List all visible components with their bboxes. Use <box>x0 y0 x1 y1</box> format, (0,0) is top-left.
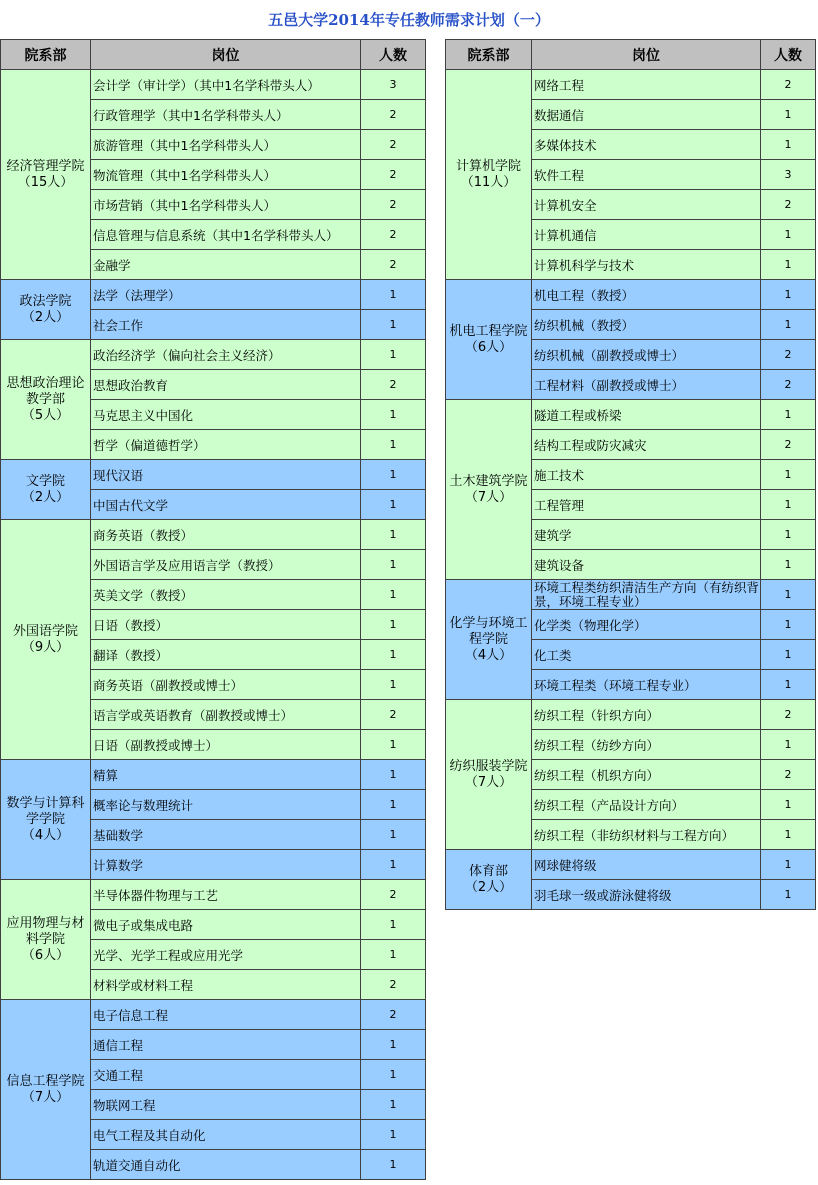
count-cell: 1 <box>361 310 426 340</box>
position-cell: 市场营销（其中1名学科带头人） <box>91 190 361 220</box>
dept-total: （7人） <box>464 489 513 505</box>
position-cell: 电气工程及其自动化 <box>91 1120 361 1150</box>
dept-cell <box>446 700 532 850</box>
position-cell: 旅游管理（其中1名学科带头人） <box>91 130 361 160</box>
position-cell: 纺织机械（教授） <box>532 310 761 340</box>
count-cell: 2 <box>761 370 816 400</box>
position-cell: 英美文学（教授） <box>91 580 361 610</box>
position-cell: 微电子或集成电路 <box>91 910 361 940</box>
position-cell: 马克思主义中国化 <box>91 400 361 430</box>
dept-total: （2人） <box>21 309 70 325</box>
dept-name: 文学院 <box>25 473 65 489</box>
dept-name: 机电工程学院 <box>449 323 528 339</box>
position-cell: 建筑学 <box>532 520 761 550</box>
header-row <box>446 40 816 70</box>
count-cell: 2 <box>761 190 816 220</box>
count-cell: 1 <box>761 880 816 910</box>
count-cell: 1 <box>361 760 426 790</box>
table-row <box>446 280 816 310</box>
position-cell: 物流管理（其中1名学科带头人） <box>91 160 361 190</box>
position-cell: 隧道工程或桥梁 <box>532 400 761 430</box>
header-dept: 院系部 <box>1 40 91 70</box>
position-cell: 环境工程类（环境工程专业） <box>532 670 761 700</box>
position-cell: 中国古代文学 <box>91 490 361 520</box>
count-cell: 2 <box>761 430 816 460</box>
dept-name: 数学与计算科学学院 <box>6 795 85 827</box>
dept-cell <box>1 760 91 880</box>
dept-total: （2人） <box>464 879 513 895</box>
count-cell: 2 <box>361 250 426 280</box>
header-position: 岗位 <box>91 40 361 70</box>
position-cell: 电子信息工程 <box>91 1000 361 1030</box>
table-row <box>1 520 426 550</box>
dept-total: （4人） <box>21 827 70 843</box>
position-cell: 政治经济学（偏向社会主义经济） <box>91 340 361 370</box>
dept-total: （5人） <box>21 407 70 423</box>
dept-name: 经济管理学院 <box>6 158 85 174</box>
count-cell: 1 <box>361 520 426 550</box>
position-cell: 计算机安全 <box>532 190 761 220</box>
dept-name: 体育部 <box>468 863 508 879</box>
position-cell: 纺织工程（非纺织材料与工程方向） <box>532 820 761 850</box>
dept-cell <box>1 280 91 340</box>
dept-total: （4人） <box>464 647 513 663</box>
count-cell: 1 <box>361 820 426 850</box>
count-cell: 1 <box>361 910 426 940</box>
position-cell: 结构工程或防灾减灾 <box>532 430 761 460</box>
position-cell: 哲学（偏道德哲学） <box>91 430 361 460</box>
position-cell: 日语（教授） <box>91 610 361 640</box>
count-cell: 1 <box>361 580 426 610</box>
position-cell: 行政管理学（其中1名学科带头人） <box>91 100 361 130</box>
position-cell: 工程材料（副教授或博士） <box>532 370 761 400</box>
table-row <box>1 1000 426 1030</box>
dept-cell <box>446 850 532 910</box>
dept-total: （6人） <box>21 947 70 963</box>
table-row <box>1 880 426 910</box>
table-row <box>446 700 816 730</box>
position-cell: 多媒体技术 <box>532 130 761 160</box>
staffing-table-right <box>445 39 816 910</box>
dept-name: 思想政治理论教学部 <box>6 375 85 407</box>
count-cell: 1 <box>761 670 816 700</box>
count-cell: 2 <box>361 100 426 130</box>
dept-cell <box>446 70 532 280</box>
table-row <box>446 580 816 610</box>
position-cell: 概率论与数理统计 <box>91 790 361 820</box>
count-cell: 1 <box>761 820 816 850</box>
count-cell: 1 <box>361 340 426 370</box>
dept-cell <box>1 1000 91 1180</box>
position-cell: 工程管理 <box>532 490 761 520</box>
count-cell: 1 <box>761 730 816 760</box>
header-count: 人数 <box>761 40 816 70</box>
dept-name: 信息工程学院 <box>6 1073 85 1089</box>
count-cell: 1 <box>361 940 426 970</box>
position-cell: 光学、光学工程或应用光学 <box>91 940 361 970</box>
count-cell: 3 <box>361 70 426 100</box>
table-row <box>1 280 426 310</box>
position-cell: 现代汉语 <box>91 460 361 490</box>
position-cell: 翻译（教授） <box>91 640 361 670</box>
position-cell: 日语（副教授或博士） <box>91 730 361 760</box>
count-cell: 2 <box>361 190 426 220</box>
count-cell: 1 <box>761 490 816 520</box>
dept-name: 外国语学院 <box>12 623 78 639</box>
count-cell: 1 <box>761 790 816 820</box>
position-cell: 金融学 <box>91 250 361 280</box>
table-row <box>1 340 426 370</box>
position-cell: 建筑设备 <box>532 550 761 580</box>
position-cell: 软件工程 <box>532 160 761 190</box>
count-cell: 1 <box>761 520 816 550</box>
table-row <box>1 760 426 790</box>
position-cell: 会计学（审计学）（其中1名学科带头人） <box>91 70 361 100</box>
count-cell: 2 <box>361 970 426 1000</box>
position-cell: 环境工程类纺织清洁生产方向（有纺织背景，环境工程专业） <box>532 580 761 610</box>
count-cell: 1 <box>761 280 816 310</box>
position-cell: 轨道交通自动化 <box>91 1150 361 1180</box>
count-cell: 1 <box>361 610 426 640</box>
dept-cell <box>1 340 91 460</box>
position-cell: 纺织工程（产品设计方向） <box>532 790 761 820</box>
dept-name: 应用物理与材料学院 <box>6 915 85 947</box>
count-cell: 2 <box>361 220 426 250</box>
dept-cell <box>1 70 91 280</box>
position-cell: 纺织机械（副教授或博士） <box>532 340 761 370</box>
count-cell: 1 <box>361 730 426 760</box>
position-cell: 基础数学 <box>91 820 361 850</box>
position-cell: 交通工程 <box>91 1060 361 1090</box>
count-cell: 1 <box>361 400 426 430</box>
count-cell: 2 <box>361 160 426 190</box>
count-cell: 1 <box>361 430 426 460</box>
header-count: 人数 <box>361 40 426 70</box>
count-cell: 1 <box>761 310 816 340</box>
count-cell: 1 <box>761 640 816 670</box>
page-title: 五邑大学2014年专任教师需求计划（一） <box>268 11 550 29</box>
position-cell: 网球健将级 <box>532 850 761 880</box>
dept-total: （2人） <box>21 489 70 505</box>
dept-total: （7人） <box>21 1089 70 1105</box>
count-cell: 1 <box>761 550 816 580</box>
count-cell: 1 <box>361 280 426 310</box>
count-cell: 2 <box>361 700 426 730</box>
count-cell: 2 <box>361 130 426 160</box>
dept-cell <box>1 520 91 760</box>
count-cell: 2 <box>761 70 816 100</box>
position-cell: 信息管理与信息系统（其中1名学科带头人） <box>91 220 361 250</box>
count-cell: 2 <box>761 340 816 370</box>
count-cell: 1 <box>761 220 816 250</box>
position-cell: 纺织工程（针织方向） <box>532 700 761 730</box>
staffing-table-left <box>0 39 426 1180</box>
header-position: 岗位 <box>532 40 761 70</box>
dept-cell <box>1 880 91 1000</box>
position-cell: 化工类 <box>532 640 761 670</box>
header-dept: 院系部 <box>446 40 532 70</box>
count-cell: 2 <box>361 370 426 400</box>
position-cell: 语言学或英语教育（副教授或博士） <box>91 700 361 730</box>
count-cell: 1 <box>761 610 816 640</box>
dept-total: （11人） <box>460 174 517 190</box>
dept-cell <box>446 280 532 400</box>
position-cell: 法学（法理学） <box>91 280 361 310</box>
table-row <box>1 460 426 490</box>
dept-total: （9人） <box>21 639 70 655</box>
count-cell: 1 <box>361 790 426 820</box>
position-cell: 羽毛球一级或游泳健将级 <box>532 880 761 910</box>
position-cell: 计算数学 <box>91 850 361 880</box>
position-cell: 商务英语（教授） <box>91 520 361 550</box>
table-row <box>446 850 816 880</box>
count-cell: 2 <box>361 1000 426 1030</box>
count-cell: 1 <box>761 100 816 130</box>
count-cell: 1 <box>361 670 426 700</box>
count-cell: 2 <box>361 880 426 910</box>
count-cell: 1 <box>361 1090 426 1120</box>
count-cell: 1 <box>361 640 426 670</box>
position-cell: 商务英语（副教授或博士） <box>91 670 361 700</box>
dept-name: 政法学院 <box>19 293 72 309</box>
count-cell: 2 <box>761 760 816 790</box>
position-cell: 通信工程 <box>91 1030 361 1060</box>
count-cell: 1 <box>361 1030 426 1060</box>
position-cell: 计算机科学与技术 <box>532 250 761 280</box>
table-row <box>1 70 426 100</box>
position-cell: 精算 <box>91 760 361 790</box>
dept-cell <box>446 580 532 700</box>
dept-name: 纺织服装学院 <box>449 758 528 774</box>
count-cell: 1 <box>361 1150 426 1180</box>
header-row <box>1 40 426 70</box>
position-cell: 纺织工程（纺纱方向） <box>532 730 761 760</box>
position-cell: 化学类（物理化学） <box>532 610 761 640</box>
position-cell: 社会工作 <box>91 310 361 340</box>
count-cell: 1 <box>361 850 426 880</box>
position-cell: 机电工程（教授） <box>532 280 761 310</box>
count-cell: 1 <box>361 490 426 520</box>
position-cell: 外国语言学及应用语言学（教授） <box>91 550 361 580</box>
dept-total: （7人） <box>464 774 513 790</box>
dept-name: 计算机学院 <box>455 158 521 174</box>
count-cell: 1 <box>361 460 426 490</box>
position-cell: 数据通信 <box>532 100 761 130</box>
position-cell: 网络工程 <box>532 70 761 100</box>
dept-cell <box>446 400 532 580</box>
count-cell: 1 <box>761 580 816 610</box>
count-cell: 1 <box>361 1120 426 1150</box>
dept-cell <box>1 460 91 520</box>
position-cell: 物联网工程 <box>91 1090 361 1120</box>
count-cell: 1 <box>761 250 816 280</box>
position-cell: 半导体器件物理与工艺 <box>91 880 361 910</box>
count-cell: 3 <box>761 160 816 190</box>
table-row <box>446 70 816 100</box>
count-cell: 1 <box>361 1060 426 1090</box>
count-cell: 1 <box>761 460 816 490</box>
count-cell: 1 <box>761 400 816 430</box>
dept-total: （6人） <box>464 339 513 355</box>
count-cell: 2 <box>761 700 816 730</box>
count-cell: 1 <box>361 550 426 580</box>
position-cell: 纺织工程（机织方向） <box>532 760 761 790</box>
position-cell: 思想政治教育 <box>91 370 361 400</box>
dept-name: 化学与环境工程学院 <box>449 615 528 647</box>
table-row <box>446 400 816 430</box>
dept-total: （15人） <box>17 174 74 190</box>
count-cell: 1 <box>761 130 816 160</box>
dept-name: 土木建筑学院 <box>449 473 528 489</box>
position-cell: 材料学或材料工程 <box>91 970 361 1000</box>
position-cell: 施工技术 <box>532 460 761 490</box>
count-cell: 1 <box>761 850 816 880</box>
position-cell: 计算机通信 <box>532 220 761 250</box>
